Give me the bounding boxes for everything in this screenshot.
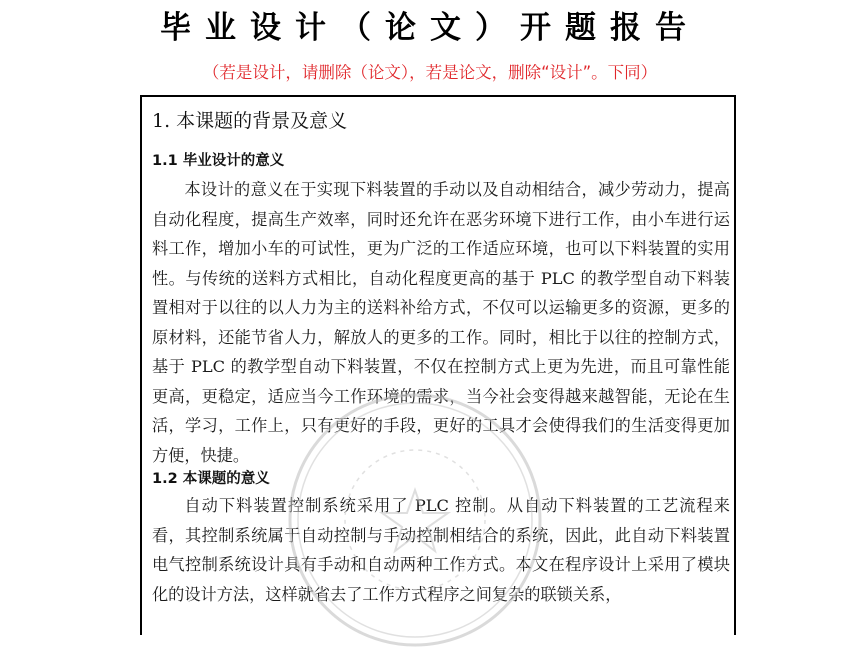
- subsection-heading-1-2: 1.2 本课题的意义: [152, 471, 270, 487]
- subsection-paragraph-1-1: 本设计的意义在于实现下料装置的手动以及自动相结合，减少劳动力，提高自动化程度，提高生产效率，同时还允许在恶劣环境下进行工作，由小车进行运料工作，增加小车的可试性，更为广泛的工作适应环境，也可以下料装置的实用性。与传统的送料方式相比，自动化程度更高的基于 PLC 的教学型自动下料装置相对于以往的以人力为主的送料补给方式，不仅可以运输更多的资源，更多的原材料，还能节省人力，解放人的更多的工作。同时，相比于以往的控制方式，基于 PLC 的教学型自动下料装置，不仅在控制方式上更为先进，而且可靠性能更高，更稳定，适应当今工作环境的需求，当今社会变得越来越智能，无论在生活，学习，工作上，只有更好的手段，更好的工具才会使得我们的生活变得更加方便，快捷。: [152, 180, 730, 465]
- document-title: 毕业设计（论文）开题报告: [160, 10, 700, 46]
- content-frame: [140, 95, 736, 635]
- subsection-heading-1-1: 1.1 毕业设计的意义: [152, 153, 285, 169]
- subsection-paragraph-1-2: 自动下料装置控制系统采用了 PLC 控制。从自动下料装置的工艺流程来看，其控制系统属于自动控制与手动控制相结合的系统，因此，此自动下料装置电气控制系统设计具有手动和自动两种工作方式。本文在程序设计上采用了模块化的设计方法，这样就省去了工作方式程序之间复杂的联锁关系，: [152, 496, 730, 604]
- section-heading: 1. 本课题的背景及意义: [152, 110, 348, 132]
- editing-note: （若是设计，请删除（论文），若是论文，删除“设计”。下同）: [202, 63, 658, 82]
